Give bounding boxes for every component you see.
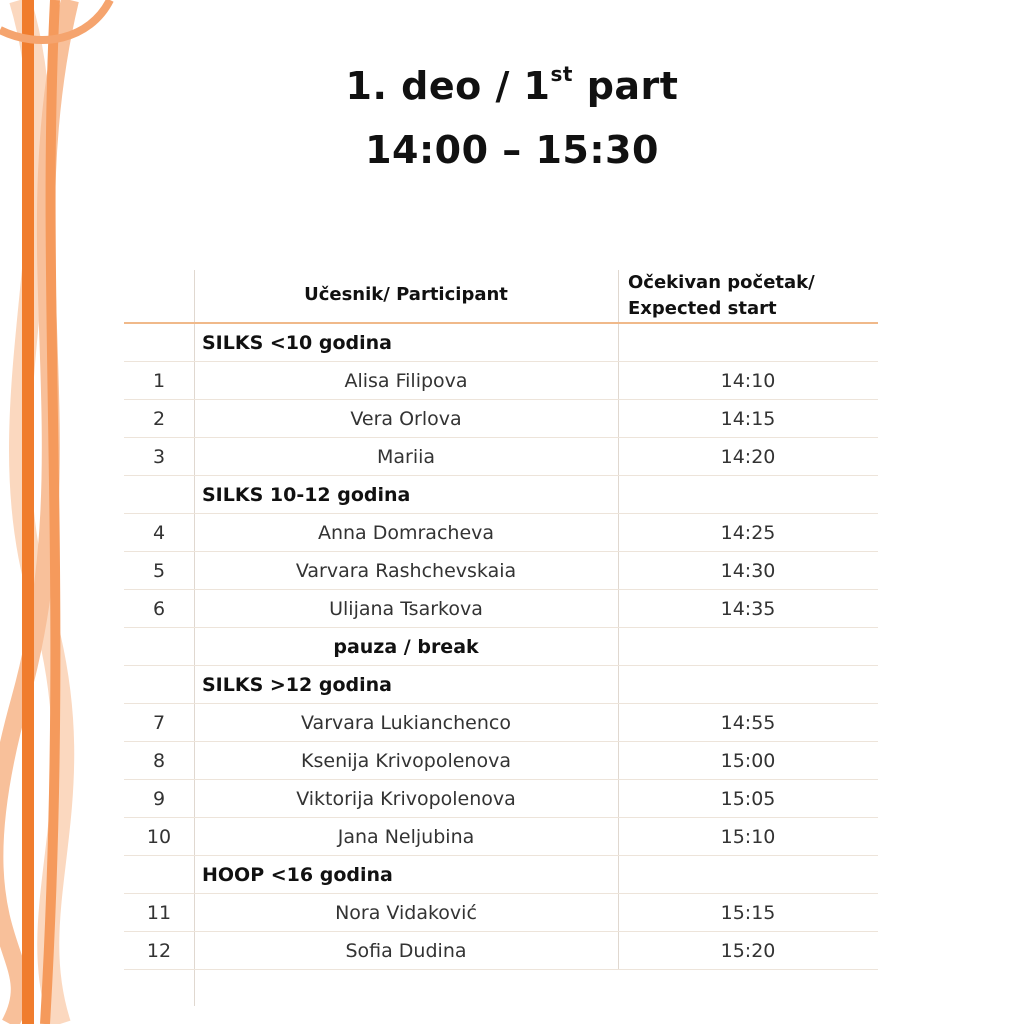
header-start-line1: Očekivan početak/ [628,272,815,293]
table-row [124,438,878,476]
header-participant: Učesnik/ Participant [304,284,508,305]
participant-number: 6 [152,598,166,620]
category-row [124,666,878,704]
table-row [124,362,878,400]
expected-start-time: 14:55 [720,712,776,734]
title-suffix: part [572,64,679,108]
participant-number: 3 [152,446,166,468]
time-range: 14:00 – 15:30 [365,128,659,172]
expected-start-time: 15:10 [720,826,776,848]
category-row [124,476,878,514]
participant-name: Jana Neljubina [337,826,475,848]
table-row [124,818,878,856]
participant-number: 5 [152,560,166,582]
participant-name: Alisa Filipova [344,370,468,392]
category-label: SILKS 10-12 godina [202,484,411,506]
participant-name: Varvara Lukianchenco [301,712,511,734]
participant-number: 4 [152,522,166,544]
participant-name: Anna Domracheva [317,522,495,544]
category-label: SILKS >12 godina [202,674,392,696]
participant-number: 12 [146,940,172,962]
table-row [124,894,878,932]
participant-number: 1 [152,370,166,392]
table-row [124,514,878,552]
participant-name: Sofia Dudina [345,940,467,962]
expected-start-time: 15:00 [720,750,776,772]
title-superscript: st [550,62,573,87]
break-row [124,628,878,666]
category-label: SILKS <10 godina [202,332,392,354]
expected-start-time: 14:20 [720,446,776,468]
participant-number: 9 [152,788,166,810]
header-start-line2: Expected start [628,298,777,319]
participant-number: 7 [152,712,166,734]
expected-start-time: 15:15 [720,902,776,924]
expected-start-time: 14:15 [720,408,776,430]
participant-number: 2 [152,408,166,430]
participant-number: 8 [152,750,166,772]
participant-number: 11 [146,902,172,924]
schedule-table [124,270,878,1006]
title-prefix: 1. deo / 1 [345,64,551,108]
header-expected-start [628,270,878,322]
participant-name: Viktorija Krivopolenova [296,788,516,810]
participant-name: Nora Vidaković [335,902,477,924]
table-row [124,742,878,780]
expected-start-time: 14:10 [720,370,776,392]
participant-name: Mariia [376,446,436,468]
table-row [124,704,878,742]
participant-name: Varvara Rashchevskaia [295,560,517,582]
table-header [124,270,878,324]
table-row [124,590,878,628]
expected-start-time: 14:25 [720,522,776,544]
page-title [0,64,1024,108]
category-label: HOOP <16 godina [202,864,393,886]
table-row [124,932,878,970]
table-row [124,780,878,818]
participant-name: Ksenija Krivopolenova [301,750,511,772]
table-row [124,400,878,438]
expected-start-time: 15:20 [720,940,776,962]
expected-start-time: 15:05 [720,788,776,810]
expected-start-time: 14:30 [720,560,776,582]
expected-start-time: 14:35 [720,598,776,620]
break-label: pauza / break [333,636,479,658]
participant-name: Vera Orlova [350,408,462,430]
category-row [124,856,878,894]
participant-number: 10 [146,826,172,848]
category-row [124,324,878,362]
participant-name: Ulijana Tsarkova [329,598,483,620]
table-row [124,552,878,590]
